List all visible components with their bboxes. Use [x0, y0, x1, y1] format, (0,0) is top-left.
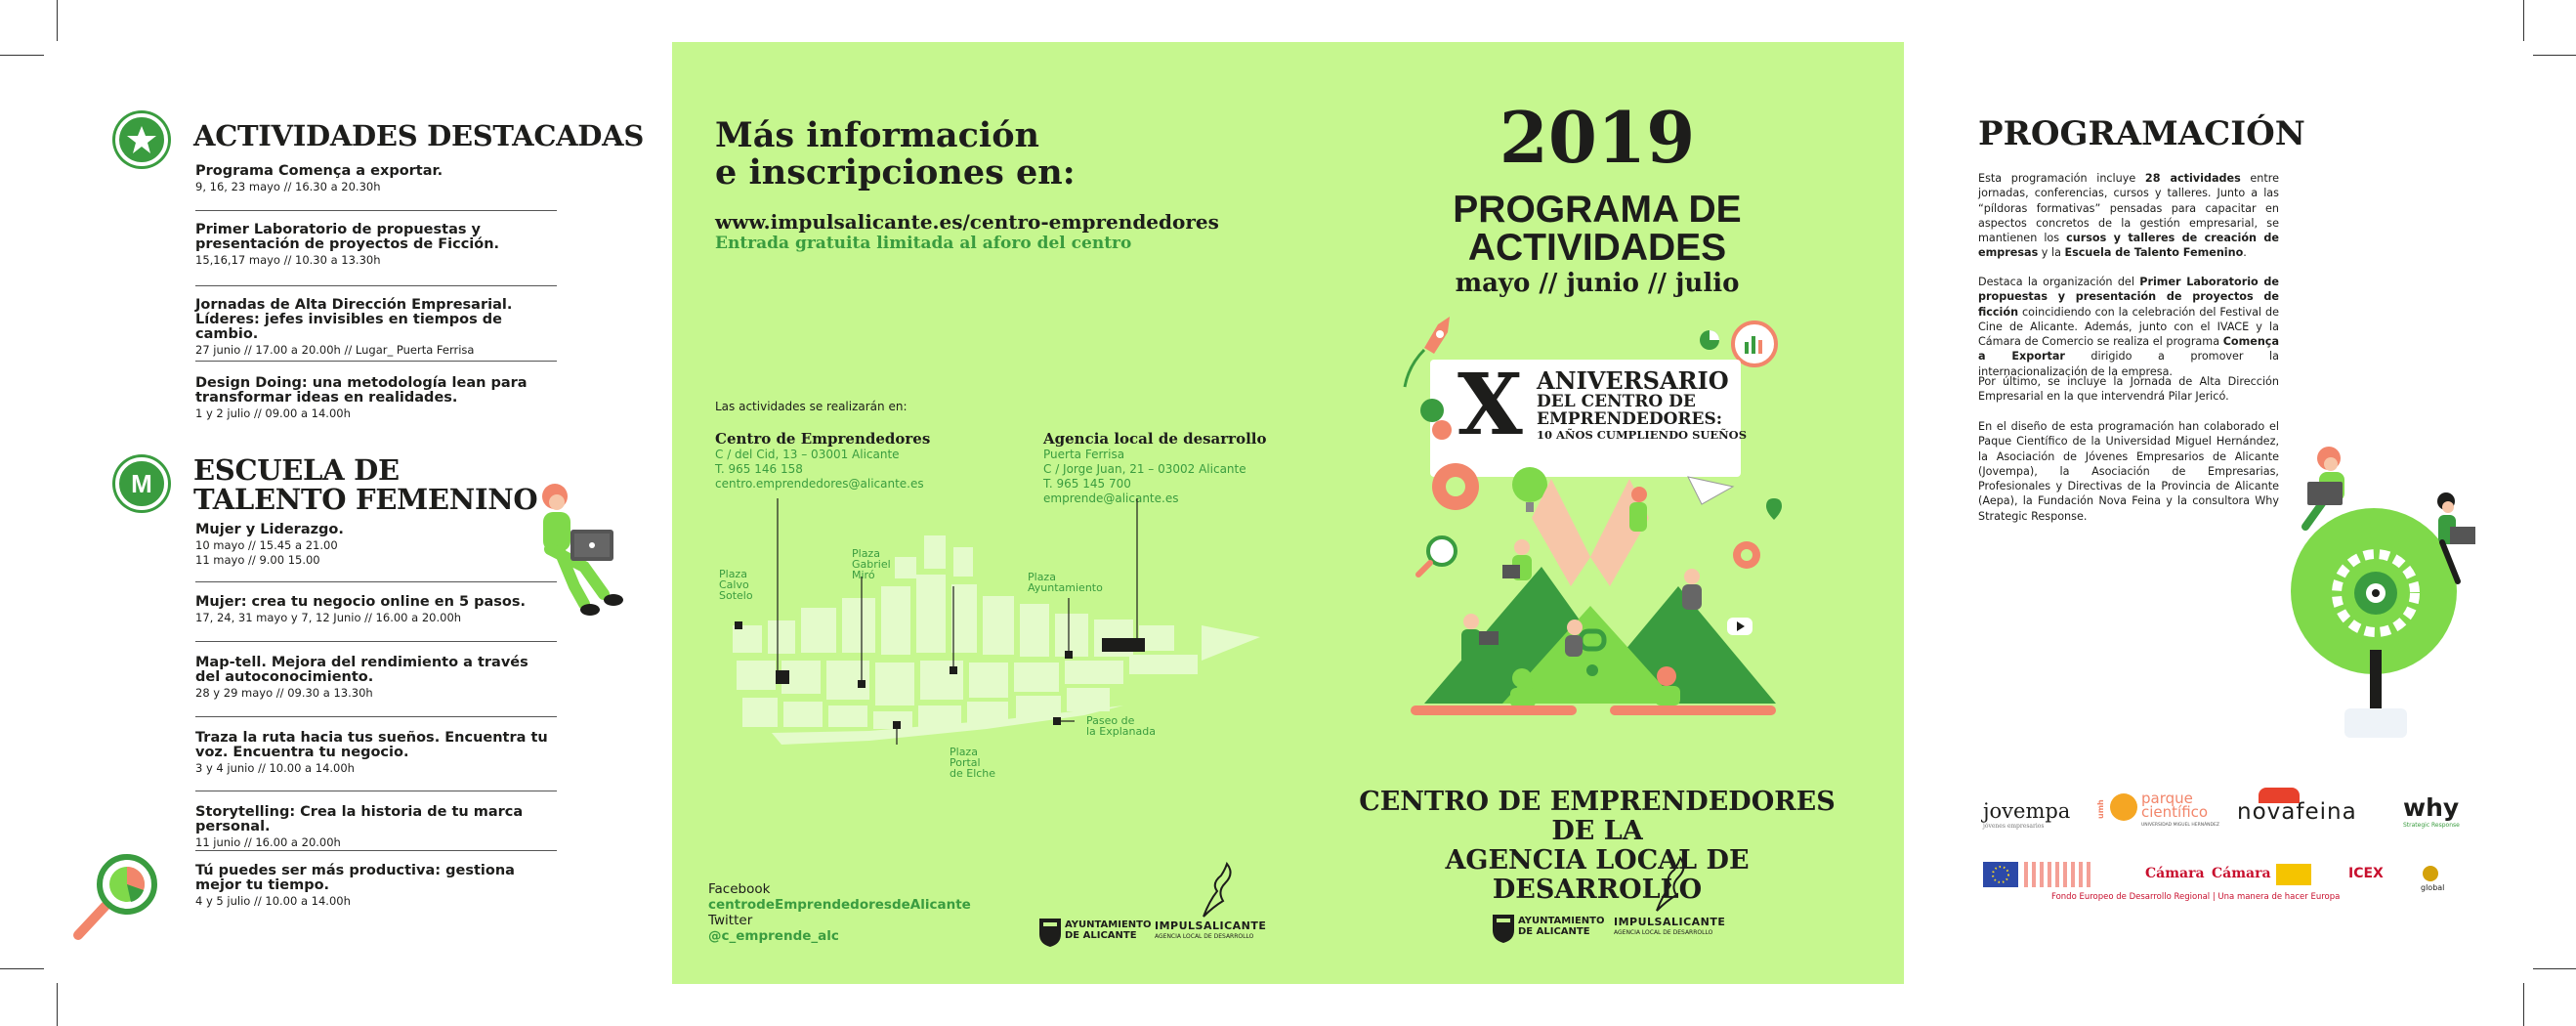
badge-line2: DEL CENTRO DE — [1537, 392, 1696, 411]
logo-text: IMPULSALICANTE — [1155, 919, 1267, 932]
divider — [195, 716, 557, 717]
activity-date: 3 y 4 junio // 10.00 a 14.00h — [195, 761, 355, 775]
logo-text: parque — [2141, 790, 2193, 807]
p1-seg: 28 actividades — [2144, 172, 2241, 185]
m-letter-icon — [115, 457, 168, 510]
woman-laptop-illustration — [516, 479, 653, 625]
location-address: Puerta Ferrisa — [1043, 448, 1125, 461]
global-icon — [2423, 866, 2438, 881]
months: mayo // junio // julio — [1455, 269, 1740, 298]
activity-title: Traza la ruta hacia tus sueños. Encuentra tu voz. Encuentra tu negocio. — [195, 730, 548, 760]
divider — [195, 641, 557, 642]
location-name: Centro de Emprendedores — [715, 430, 931, 448]
map-label-line: Gabriel — [852, 558, 891, 571]
location-phone: T. 965 146 158 — [715, 462, 803, 476]
activity-date: 11 junio // 16.00 a 20.00h — [195, 835, 341, 849]
map-label-line: Plaza — [719, 568, 747, 580]
programacion-paragraph-3: Por último, se incluye la Jornada de Alta Dirección Empresarial en la que intervendrá Pilar Jericó. — [1978, 375, 2279, 404]
anniversary-badge — [1537, 366, 1747, 442]
programacion-paragraph-1 — [1978, 171, 2279, 261]
growth-bulb-illustration — [2286, 445, 2481, 748]
ayuntamiento-logo — [1065, 919, 1152, 941]
badge-x: X — [1457, 356, 1523, 454]
logo-subtext: jóvenes empresarios — [1983, 823, 2045, 830]
program-title — [1368, 191, 1827, 267]
map-label-line: Calvo — [719, 578, 749, 591]
divider — [195, 581, 557, 582]
parque-circle-icon — [2110, 793, 2137, 821]
activity-title: Map-tell. Mejora del rendimiento a través del autoconocimiento. — [195, 655, 528, 685]
star-icon — [115, 113, 168, 166]
crop-mark — [2533, 55, 2576, 56]
feder-tagline: Fondo Europeo de Desarrollo Regional | Una manera de hacer Europa — [2051, 892, 2341, 902]
facebook-handle[interactable]: centrodeEmprendedoresdeAlicante — [708, 897, 971, 913]
divider — [195, 850, 557, 851]
divider — [195, 285, 557, 286]
p2-seg: Primer Laboratorio de propuestas y presentación de proyectos de ficción — [1978, 276, 2279, 319]
m-letter: M — [131, 469, 152, 498]
location-phone: T. 965 145 700 — [1043, 477, 1131, 491]
map-label-paseo — [1086, 715, 1156, 737]
programacion-title: PROGRAMACIÓN — [1978, 114, 2305, 153]
p2-seg: dirigido a promover la internacionalización de la empresa. — [1978, 350, 2279, 378]
logo-subtext: AGENCIA LOCAL DE DESARROLLO — [1155, 933, 1254, 940]
crop-mark — [2523, 983, 2524, 1026]
activity-date: 15,16,17 mayo // 10.30 a 13.30h — [195, 253, 381, 267]
activity-date: 27 junio // 17.00 a 20.00h // Lugar_ Puerta Ferrisa — [195, 343, 475, 357]
impulsa-hand-icon — [1198, 862, 1237, 919]
location-address: C / del Cid, 13 – 03001 Alicante — [715, 448, 900, 461]
list-item — [195, 523, 557, 567]
map-label-calvo — [719, 569, 753, 601]
alicante-shield-icon — [1037, 915, 1063, 948]
jovempa-logo — [1983, 799, 2070, 830]
crop-mark — [2523, 0, 2524, 41]
generalitat-logo — [2024, 862, 2092, 887]
escuela-title — [193, 455, 537, 514]
logo-subtext: AGENCIA LOCAL DE DESARROLLO — [1614, 929, 1713, 936]
activity-title: Primer Laboratorio de propuestas y presentación de proyectos de Ficción. — [195, 222, 500, 252]
map-label-line: Plaza — [950, 746, 978, 758]
p1-seg: Esta programación incluye — [1978, 172, 2145, 185]
activity-date: 17, 24, 31 mayo y 7, 12 Junio // 16.00 a 20.00h — [195, 611, 462, 624]
info-title-line1: Más información — [715, 115, 1040, 155]
location-name: Agencia local de desarrollo — [1043, 430, 1267, 448]
logo-subtext: UNIVERSIDAD MIGUEL HERNÁNDEZ — [2141, 823, 2219, 828]
info-title-line2: e inscripciones en: — [715, 152, 1076, 192]
website-link[interactable]: www.impulsalicante.es/centro-emprendedores — [715, 210, 1219, 234]
activity-title: Mujer: crea tu negocio online en 5 pasos. — [195, 594, 527, 610]
icex-logo: ICEX — [2348, 866, 2384, 881]
map-label-line: Sotelo — [719, 589, 753, 602]
map-label-line: Paseo de — [1086, 714, 1135, 727]
list-item — [195, 656, 557, 700]
escuela-title-line2: TALENTO FEMENINO — [193, 483, 538, 516]
twitter-label: Twitter — [708, 913, 753, 928]
location-email[interactable]: emprende@alicante.es — [1043, 492, 1179, 505]
parque-cientifico-logo — [2141, 791, 2219, 833]
activity-title: Programa Comença a exportar. — [195, 163, 443, 179]
location-address: C / Jorge Juan, 21 – 03002 Alicante — [1043, 462, 1246, 476]
alicante-shield-icon — [1491, 911, 1516, 944]
logo-text: IMPULSALICANTE — [1614, 916, 1726, 928]
list-item — [195, 864, 557, 908]
p1-seg: entre jornadas, conferencias, cursos y talleres. Junto a las “píldoras formativas” pensadas para capacitar en aspectos concretos de la gestión empresarial, se mantienen los — [1978, 172, 2279, 245]
divider — [195, 210, 557, 211]
crop-mark — [2533, 968, 2576, 969]
facebook-label: Facebook — [708, 881, 771, 897]
locations-intro: Las actividades se realizarán en: — [715, 400, 908, 413]
info-title — [715, 117, 1076, 192]
crop-mark — [57, 983, 58, 1026]
activity-date: 10 mayo // 15.45 a 21.00 — [195, 538, 338, 552]
camara-logo: Cámara — [2145, 866, 2205, 881]
global-logo: global — [2421, 883, 2445, 892]
logo-text: jovempa — [1983, 799, 2071, 823]
p1-seg: . — [2243, 246, 2247, 260]
escuela-title-line1: ESCUELA DE — [193, 453, 400, 487]
list-item — [195, 164, 557, 193]
map-label-line: Ayuntamiento — [1028, 581, 1103, 594]
impulsalicante-logo — [1155, 920, 1266, 942]
crop-mark — [0, 968, 44, 969]
social-links — [708, 881, 971, 944]
activity-date: 4 y 5 julio // 10.00 a 14.00h — [195, 894, 351, 908]
logo-text: DE ALICANTE — [1065, 930, 1137, 941]
program-title-line2: ACTIVIDADES — [1467, 227, 1727, 269]
map-label-line: la Explanada — [1086, 725, 1156, 738]
list-item — [195, 805, 557, 849]
year: 2019 — [1499, 96, 1696, 179]
p1-seg: Escuela de Talento Femenino — [2064, 246, 2244, 260]
activity-title: Tú puedes ser más productiva: gestiona mejor tu tiempo. — [195, 863, 515, 893]
activity-date: 9, 16, 23 mayo // 16.30 a 20.30h — [195, 180, 381, 193]
logo-text: why — [2403, 793, 2460, 822]
logo-subtext: Strategic Response — [2403, 822, 2460, 829]
activity-title: Mujer y Liderazgo. — [195, 522, 344, 537]
p1-seg: cursos y talleres de creación de empresas — [1978, 232, 2279, 260]
camara-logo: Cámara — [2212, 866, 2271, 881]
umh-logo: umh — [2096, 799, 2105, 819]
logo-text: científico — [2141, 803, 2209, 821]
logo-text: DE ALICANTE — [1518, 926, 1590, 937]
programacion-paragraph-4: En el diseño de esta programación han colaborado el Paque Científico de la Universidad Miguel Hernández, la Asociación de Jóvenes Empresarios de Alicante (Jovempa), la Asociación de Empresarias, Profesionales y Directivas de la Provincia de Alicante (Aepa), la Fundación Nova Feina y la consultora Why Strategic Response. — [1978, 420, 2279, 523]
magnifier-chart-icon — [72, 853, 166, 941]
centro-title — [1338, 788, 1856, 905]
centro-title-line1: CENTRO DE EMPRENDEDORES DE LA — [1359, 787, 1836, 846]
activity-title: Jornadas de Alta Dirección Empresarial. Líderes: jefes invisibles en tiempos de cambio. — [195, 297, 513, 342]
impulsa-hand-icon — [1651, 856, 1690, 913]
p2-seg: Destaca la organización del — [1978, 276, 2140, 288]
centro-title-line2: AGENCIA LOCAL DE DESARROLLO — [1445, 845, 1750, 905]
free-entry-note: Entrada gratuita limitada al aforo del centro — [715, 234, 1132, 253]
location-email[interactable]: centro.emprendedores@alicante.es — [715, 477, 924, 491]
map-label-line: de Elche — [950, 767, 996, 780]
crop-mark — [0, 55, 44, 56]
eu-flag-icon — [1983, 862, 2018, 887]
crop-mark — [57, 0, 58, 41]
list-item — [195, 298, 557, 357]
novafeina-logo: novafeina — [2237, 799, 2357, 825]
badge-line1: ANIVERSARIO — [1537, 366, 1729, 395]
p2-seg: Comença a Exportar — [1978, 335, 2279, 363]
activity-title: Storytelling: Crea la historia de tu marca personal. — [195, 804, 524, 834]
why-logo — [2403, 793, 2460, 829]
list-item — [195, 595, 557, 624]
logo-text: AYUNTAMIENTO — [1518, 916, 1605, 926]
map-label-portal — [950, 747, 995, 779]
activity-title: Design Doing: una metodología lean para transformar ideas en realidades. — [195, 375, 528, 406]
list-item — [195, 731, 557, 775]
map-label-line: Portal — [950, 756, 981, 769]
map-label-line: Plaza — [852, 547, 880, 560]
badge-line4: 10 AÑOS CUMPLIENDO SUEÑOS — [1537, 428, 1747, 442]
map-label-gabriel — [852, 548, 891, 580]
programacion-paragraph-2 — [1978, 275, 2279, 379]
divider — [195, 361, 557, 362]
twitter-handle[interactable]: @c_emprende_alc — [708, 928, 839, 944]
spain-gov-logo — [2276, 864, 2311, 885]
map-label-ayto — [1028, 572, 1103, 593]
activity-date: 28 y 29 mayo // 09.30 a 13.30h — [195, 686, 373, 700]
list-item — [195, 223, 557, 267]
map-label-line: Miró — [852, 569, 875, 581]
badge-line3: EMPRENDEDORES: — [1537, 409, 1723, 429]
location-centro — [715, 430, 930, 492]
destacadas-title: ACTIVIDADES DESTACADAS — [193, 119, 644, 152]
list-item — [195, 376, 557, 420]
p1-seg: y la — [2038, 246, 2065, 260]
activity-date: 11 mayo // 9.00 15.00 — [195, 553, 320, 567]
impulsalicante-logo — [1614, 917, 1725, 938]
activity-date: 1 y 2 julio // 09.00 a 14.00h — [195, 406, 351, 420]
p2-seg: coincidiendo con la celebración del Festival de Cine de Alicante. Además, junto con el IVACE y la Cámara de Comercio se realiza el programa — [1978, 305, 2279, 349]
logo-text: AYUNTAMIENTO — [1065, 919, 1152, 930]
ayuntamiento-logo — [1518, 916, 1605, 937]
map-label-line: Plaza — [1028, 571, 1056, 583]
program-title-line1: PROGRAMA DE — [1453, 189, 1742, 231]
